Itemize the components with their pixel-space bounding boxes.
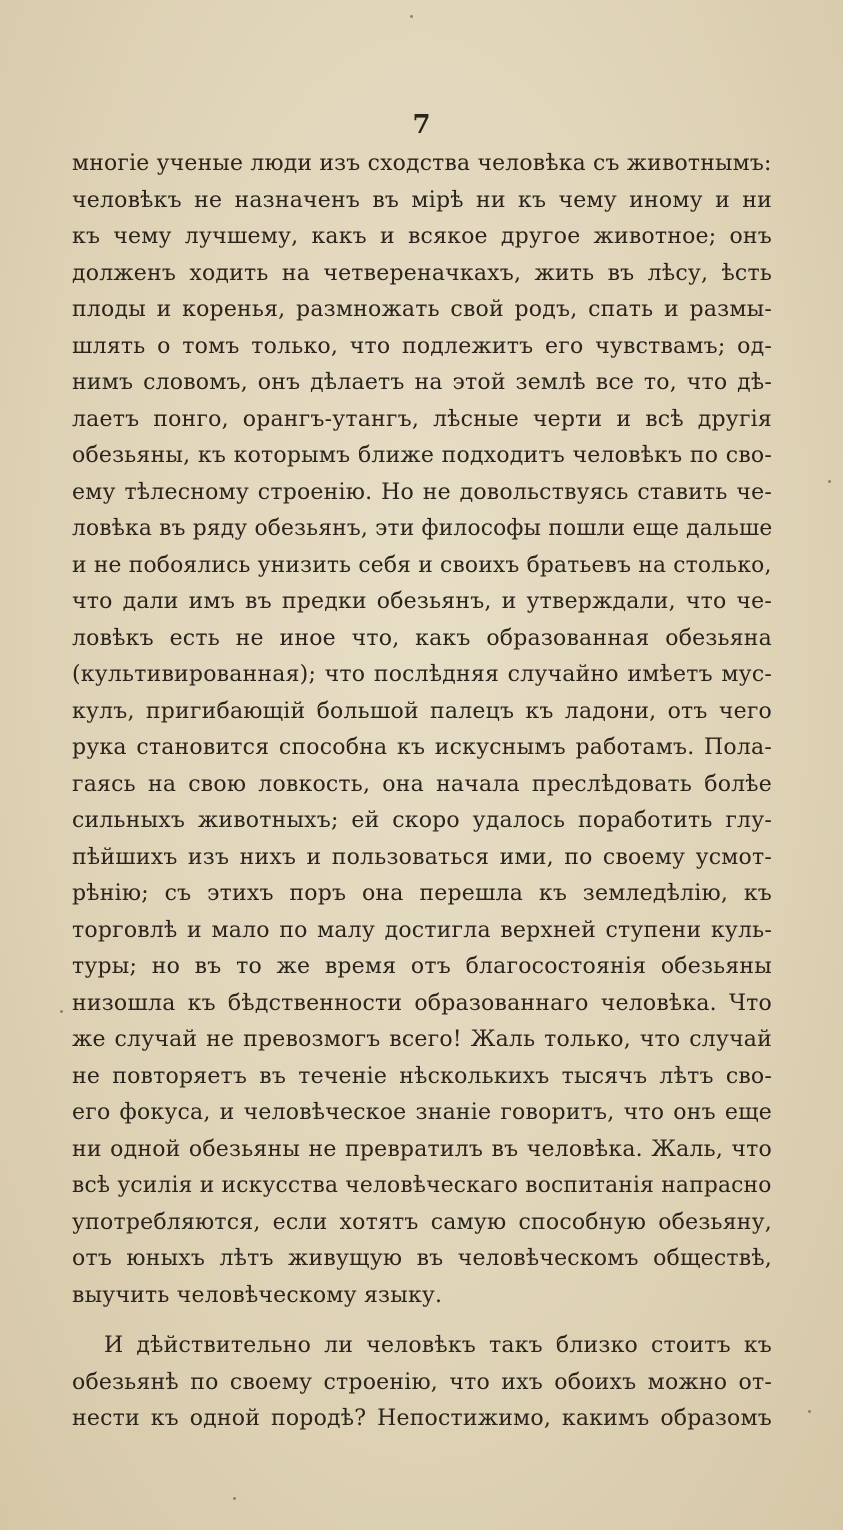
text-line: ловѣкъ есть не иное что, какъ образованная обезьяна [72,625,772,651]
paragraph-1 [72,146,772,1314]
text-line: лаетъ понго, орангъ-утангъ, лѣсные черти и всѣ другія [72,406,772,432]
text-line: рѣнію; съ этихъ поръ она перешла къ земледѣлію, къ [72,881,772,906]
text-line: плоды и коренья, размножать свой родъ, спать и размы- [72,297,772,322]
text-line: же случай не превозмогъ всего! Жаль только, что случай [72,1027,772,1052]
text-line: отъ юныхъ лѣтъ живущую въ человѣческомъ обществѣ, [72,1246,772,1271]
text-line: его фокуса, и человѣческое знаніе говоритъ, что онъ еще [72,1100,772,1125]
text-line: выучить человѣческому языку. [72,1282,443,1308]
paper-speck [410,15,413,18]
text-line: къ чему лучшему, какъ и всякое другое животное; онъ [72,224,772,249]
text-line: торговлѣ и мало по малу достигла верхней ступени куль- [72,917,772,943]
text-line: нести къ одной породѣ? Непостижимо, какимъ образомъ [72,1406,772,1431]
paragraph-gap [72,1314,772,1328]
paragraph-2 [72,1328,772,1438]
page-number: 7 [412,110,431,140]
text-line: ни одной обезьяны не превратилъ въ человѣка. Жаль, что [72,1136,772,1162]
text-line: долженъ ходить на четвереначкахъ, жить въ лѣсу, ѣсть [72,260,772,286]
body-text [72,146,772,1438]
paper-speck [808,1410,811,1413]
text-line: низошла къ бѣдственности образованнаго человѣка. Что [72,990,772,1016]
text-line: человѣкъ не назначенъ въ мірѣ ни къ чему иному и ни [72,187,772,213]
text-line: употребляются, если хотятъ самую способную обезьяну, [72,1209,772,1235]
text-line: сильныхъ животныхъ; ей скоро удалось поработить глу- [72,808,772,833]
paper-speck [60,1010,63,1013]
text-line: не повторяетъ въ теченіе нѣсколькихъ тысячъ лѣтъ сво- [72,1063,772,1089]
text-line: туры; но въ то же время отъ благосостоянія обезьяны [72,954,772,979]
text-line: многіе ученые люди изъ сходства человѣка съ животнымъ: [72,151,772,176]
text-line: всѣ усилія и искусства человѣческаго воспитанія напрасно [72,1173,772,1198]
text-line: кулъ, пригибающій большой палецъ къ ладони, отъ чего [72,698,772,724]
text-line: ловѣка въ ряду обезьянъ, эти философы пошли еще дальше [72,516,773,541]
paper-speck [828,480,831,483]
text-line: гаясь на свою ловкость, она начала преслѣдовать болѣе [72,771,772,797]
text-line: ему тѣлесному строенію. Но не довольствуясь ставить че- [72,479,772,505]
text-line: и не побоялись унизить себя и своихъ братьевъ на столько, [72,552,772,578]
text-line: И дѣйствительно ли человѣкъ такъ близко стоитъ къ [104,1333,772,1358]
paper-speck [233,1497,236,1500]
text-line: нимъ словомъ, онъ дѣлаетъ на этой землѣ все то, что дѣ- [72,370,772,395]
text-line: (культивированная); что послѣдняя случайно имѣетъ мус- [72,662,772,687]
text-line: шлять о томъ только, что подлежитъ его чувствамъ; од- [72,333,772,359]
text-line: что дали имъ въ предки обезьянъ, и утверждали, что че- [72,589,772,614]
text-line: пѣйшихъ изъ нихъ и пользоваться ими, по своему усмот- [72,844,772,870]
text-line: рука становится способна къ искуснымъ работамъ. Пола- [72,735,772,760]
text-line: обезьяны, къ которымъ ближе подходитъ человѣкъ по сво- [72,443,772,468]
text-line: обезьянѣ по своему строенію, что ихъ обоихъ можно от- [72,1369,772,1395]
